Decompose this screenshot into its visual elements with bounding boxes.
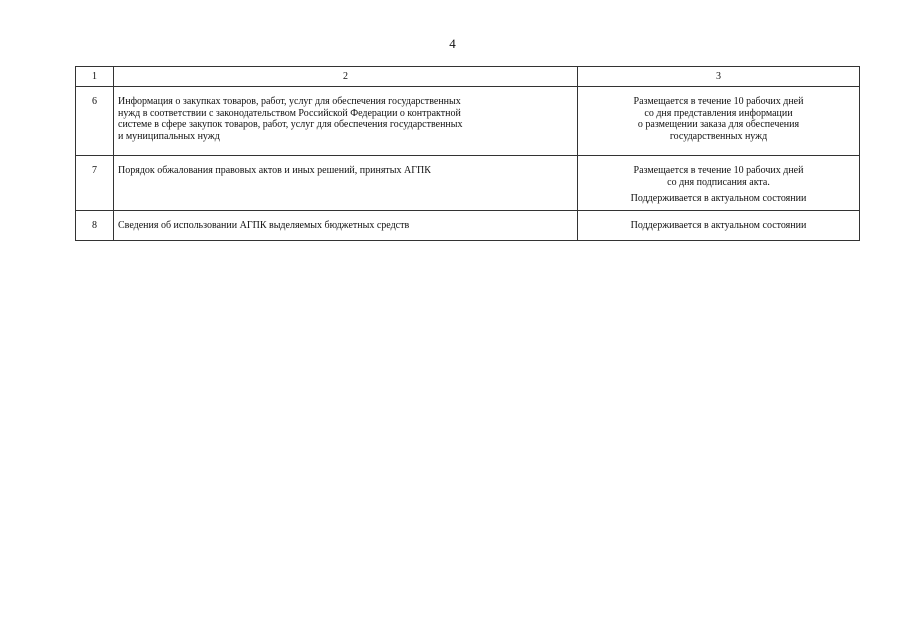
column-header-2: 2 (114, 67, 578, 87)
row-period-line: со дня представления информации (644, 107, 793, 119)
row-number: 7 (92, 165, 97, 176)
row-description-cell (114, 156, 578, 211)
row-period-line: Поддерживается в актуальном состоянии (630, 220, 807, 231)
table-row (76, 211, 860, 241)
row-description-line: и муниципальных нужд (118, 130, 220, 142)
row-period-line: Поддерживается в актуальном состоянии (630, 193, 807, 204)
row-description-cell (114, 87, 578, 156)
table-row (76, 156, 860, 211)
row-description-line: нужд в соответствии с законодательством Российской Федерации о контрактной (118, 107, 461, 119)
table-header-row (76, 67, 860, 87)
row-period-line: государственных нужд (669, 130, 768, 142)
row-period-line: Размещается в течение 10 рабочих дней (633, 96, 804, 107)
row-period-cell (578, 156, 860, 211)
row-number-cell (76, 87, 114, 156)
page-number: 4 (449, 36, 456, 51)
row-number-cell (76, 211, 114, 241)
row-description-line: Сведения об использовании АГПК выделяемых бюджетных средств (118, 220, 410, 231)
table-row (76, 87, 860, 156)
row-number-cell (76, 156, 114, 211)
row-period-line: Размещается в течение 10 рабочих дней (633, 165, 804, 176)
row-period-line: о размещении заказа для обеспечения (637, 119, 800, 130)
row-description-line: Информация о закупках товаров, работ, услуг для обеспечения государственных (118, 96, 461, 107)
document-table (75, 66, 860, 241)
row-description-cell (114, 211, 578, 241)
row-description-line: Порядок обжалования правовых актов и иных решений, принятых АГПК (118, 165, 431, 176)
row-number: 8 (92, 220, 97, 231)
column-header-3: 3 (578, 67, 860, 87)
row-number: 6 (92, 96, 97, 107)
row-period-line: со дня подписания акта. (667, 176, 770, 188)
row-period-cell (578, 211, 860, 241)
column-header-1: 1 (76, 67, 114, 87)
row-period-cell (578, 87, 860, 156)
row-description-line: системе в сфере закупок товаров, работ, услуг для обеспечения государственных (118, 119, 463, 130)
